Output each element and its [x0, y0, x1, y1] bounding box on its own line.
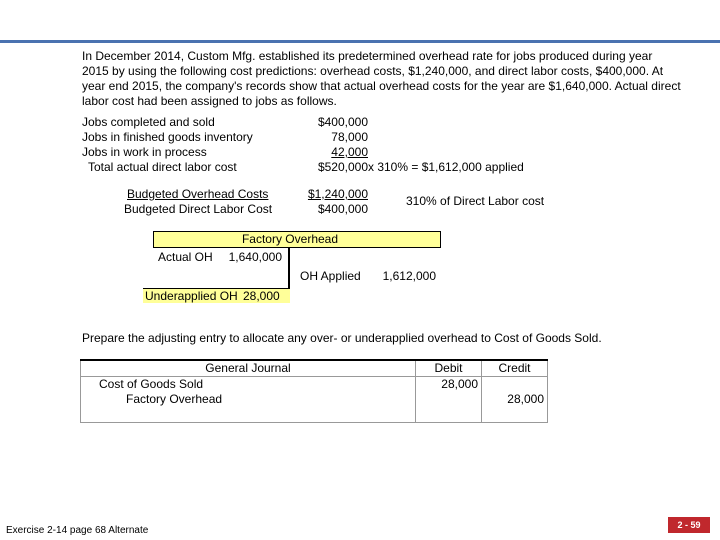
t-account-title-text: Factory Overhead: [241, 232, 339, 246]
budgeted-labor-amount: $400,000: [317, 202, 368, 216]
top-accent-bar: [0, 40, 720, 43]
labor-row-amount: 42,000: [331, 145, 368, 159]
credit-header: Credit: [482, 360, 548, 377]
footer-reference: Exercise 2-14 page 68 Alternate: [6, 525, 149, 536]
overhead-rate-result: 310% of Direct Labor cost: [406, 194, 545, 208]
journal-header-row: [81, 360, 548, 377]
problem-statement: In December 2014, Custom Mfg. established its predetermined overhead rate for jobs produced during year 2015 by using the following cost predictions: overhead costs, $1,240,000, and direct labor costs, $400,000. At year end 2015, the company's records show that actual overhead costs for the year are $1,640,000. Actual direct labor cost had been assigned to jobs as follows.: [82, 49, 681, 108]
labor-row-amount: 78,000: [331, 130, 368, 144]
oh-applied-label: OH Applied: [300, 269, 361, 283]
page-number-badge: 2 - 59: [668, 517, 710, 533]
labor-row-label: Jobs in work in process: [82, 145, 207, 159]
labor-total-calc: x 310% = $1,612,000 applied: [368, 160, 524, 174]
labor-row-amount: $400,000: [317, 115, 368, 129]
underapplied-label: Underapplied OH: [145, 289, 238, 303]
journal-account: [81, 407, 416, 423]
journal-title: General Journal: [81, 360, 416, 377]
general-journal-table: [80, 359, 548, 423]
journal-account: Cost of Goods Sold: [81, 377, 416, 393]
journal-row: [81, 392, 548, 407]
labor-total-amount: $520,000: [317, 160, 368, 174]
t-account-divider: [288, 248, 290, 288]
journal-debit: [416, 407, 482, 423]
budgeted-labor-label: Budgeted Direct Labor Cost: [124, 202, 273, 216]
t-account-title: [153, 231, 441, 248]
oh-applied-amount: 1,612,000: [382, 269, 436, 283]
journal-credit: [482, 407, 548, 423]
journal-debit: [416, 392, 482, 407]
instruction-text: Prepare the adjusting entry to allocate any over- or underapplied overhead to Cost of Goods Sold.: [82, 331, 602, 345]
budgeted-overhead-label: Budgeted Overhead Costs: [127, 187, 269, 201]
journal-row: [81, 377, 548, 393]
labor-total-label: Total actual direct labor cost: [88, 160, 237, 174]
journal-debit: 28,000: [416, 377, 482, 393]
journal-credit: [482, 377, 548, 393]
budgeted-overhead-amount: $1,240,000: [307, 187, 368, 201]
underapplied-row: [143, 288, 290, 303]
journal-account: Factory Overhead: [81, 392, 416, 407]
underapplied-amount: 28,000: [243, 289, 280, 303]
labor-row-label: Jobs in finished goods inventory: [82, 130, 253, 144]
debit-header: Debit: [416, 360, 482, 377]
labor-row-label: Jobs completed and sold: [82, 115, 215, 129]
actual-oh-amount: 1,640,000: [228, 250, 282, 264]
journal-row: [81, 407, 548, 423]
journal-credit: 28,000: [482, 392, 548, 407]
actual-oh-label: Actual OH: [158, 250, 213, 264]
